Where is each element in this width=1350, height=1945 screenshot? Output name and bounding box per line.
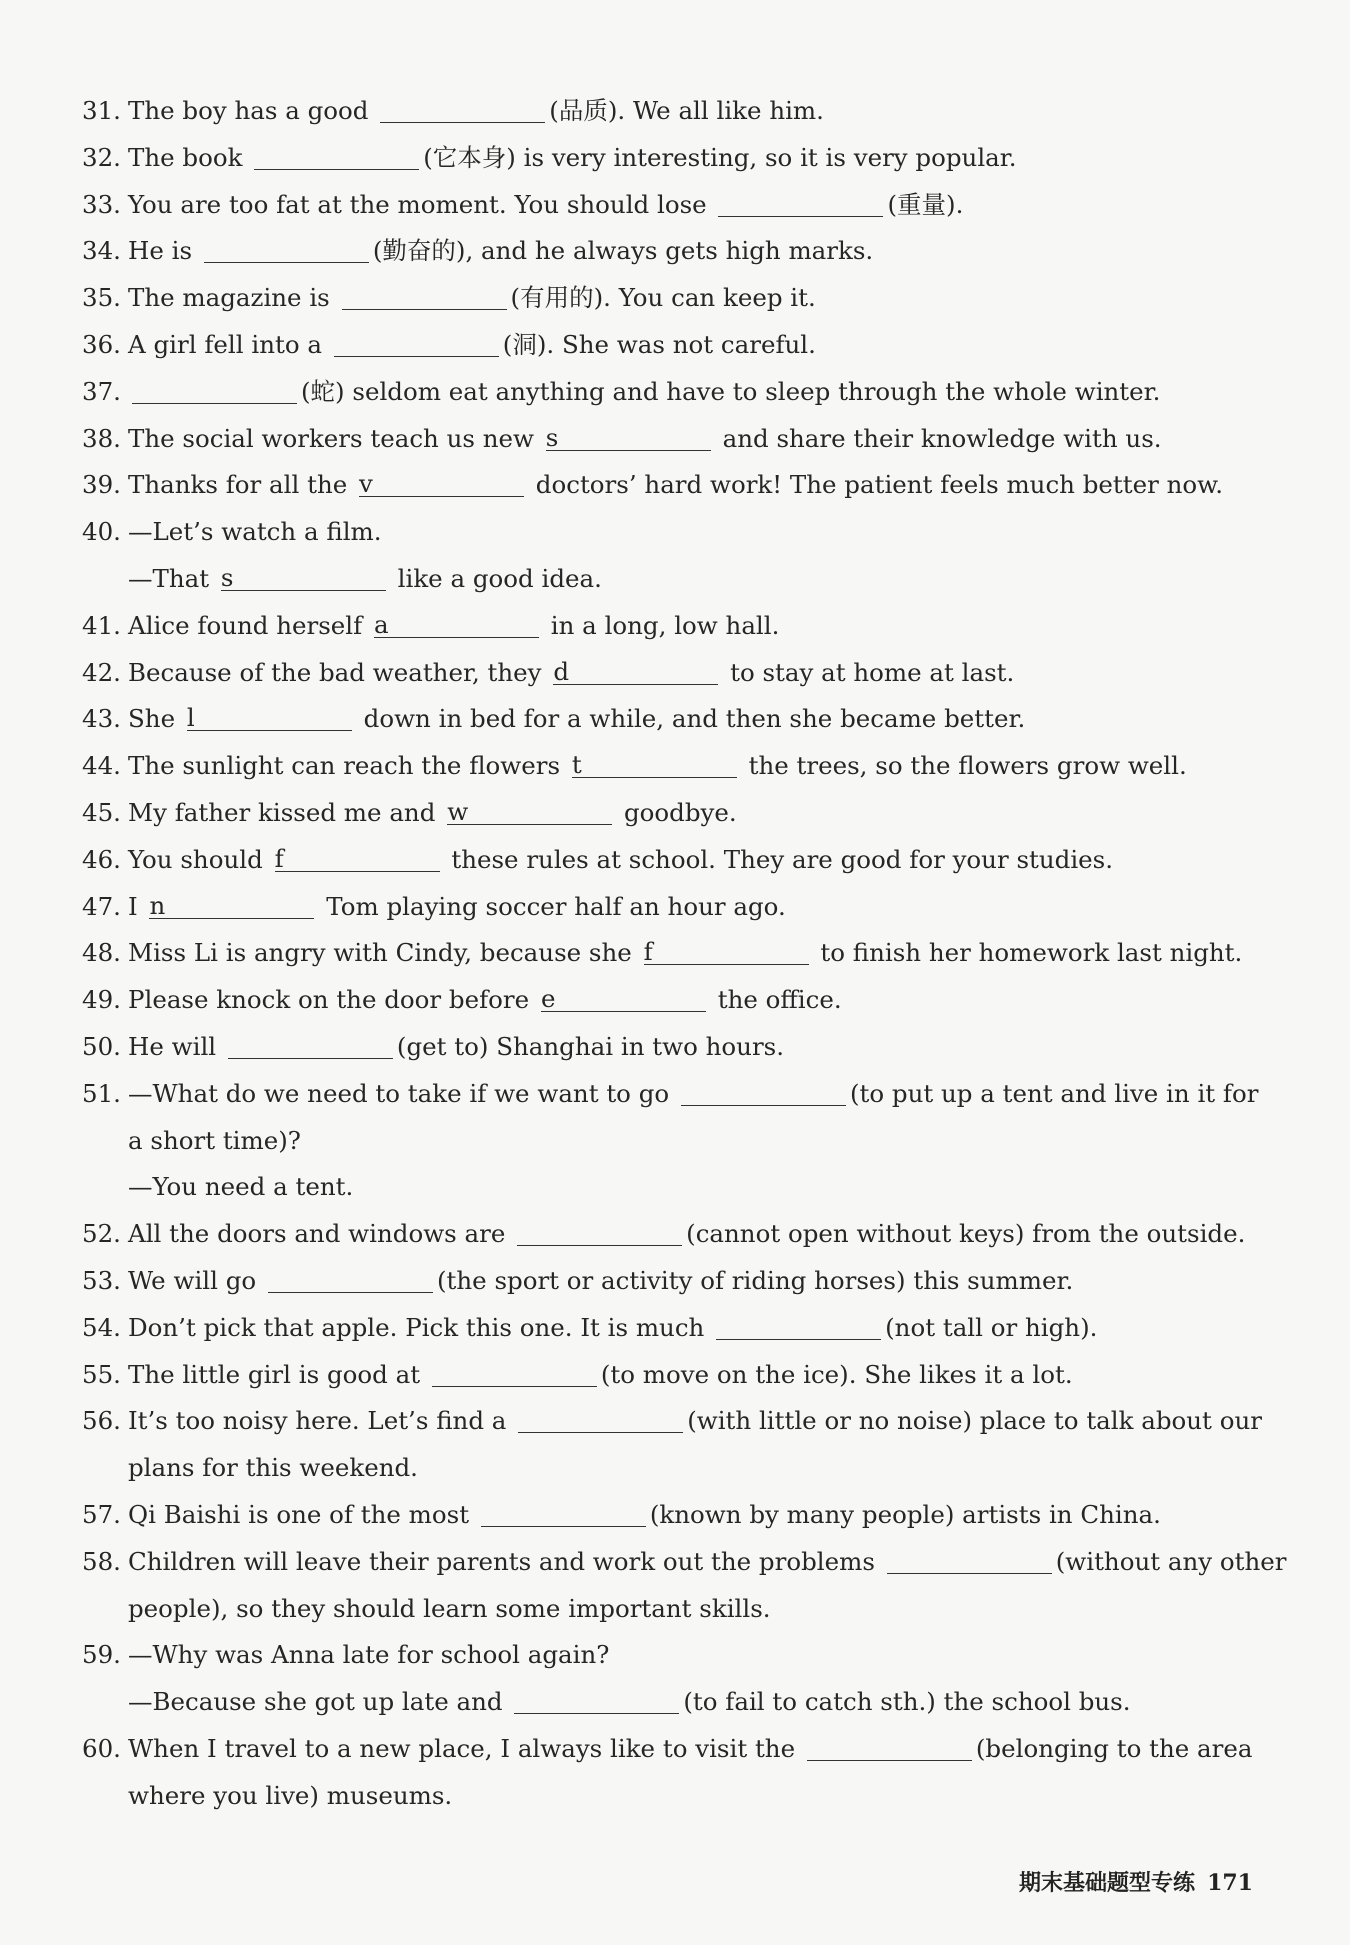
question-item [82,509,1267,603]
question-text: She [128,704,183,734]
question-text: people), so they should learn some important skills. [128,1593,771,1623]
answer-blank[interactable] [432,1362,597,1387]
answer-blank[interactable] [334,332,499,357]
question-text: The book [128,142,251,172]
question-item [82,1071,1267,1211]
question-text: the office. [709,985,842,1015]
answer-blank[interactable] [553,656,718,686]
page-footer [1019,1866,1253,1897]
question-number: 50. [82,1031,121,1061]
question-item [82,1492,1267,1539]
question-number: 39. [82,470,121,500]
answer-blank[interactable] [447,796,612,826]
question-item [82,416,1267,463]
question-text: to finish her homework last night. [812,938,1243,968]
question-continuation-line [82,1164,1267,1211]
question-text: (to fail to catch sth.) the school bus. [683,1687,1131,1717]
question-item [82,884,1267,931]
question-text: and share their knowledge with us. [714,423,1162,453]
question-text: (to put up a tent and live in it for [849,1078,1259,1108]
question-text: Don’t pick that apple. Pick this one. It is much [128,1312,713,1342]
question-line [82,837,1267,884]
question-list [82,88,1287,1819]
question-number: 54. [82,1312,121,1342]
question-text: doctors’ hard work! The patient feels much better now. [528,470,1223,500]
question-item [82,1726,1267,1820]
question-line [82,1258,1267,1305]
question-continuation-line [82,1679,1267,1726]
question-text: (known by many people) artists in China. [649,1499,1161,1529]
question-text: I [128,891,146,921]
question-line [82,182,1267,229]
first-letter-hint: s [545,422,559,452]
question-item [82,743,1267,790]
answer-blank[interactable] [807,1736,972,1761]
question-item [82,977,1267,1024]
question-number: 31. [82,96,121,125]
question-item [82,696,1267,743]
question-text: a short time)? [128,1125,301,1155]
question-text: —Why was Anna late for school again? [128,1640,610,1670]
first-letter-hint: f [643,937,653,967]
question-line [82,509,1267,556]
question-text: to stay at home at last. [722,657,1015,687]
footer-title: 期末基础题型专练 [1019,1871,1196,1896]
question-number: 37. [82,376,121,406]
answer-blank[interactable] [718,192,883,217]
question-line [82,88,1267,135]
question-item [82,1352,1267,1399]
question-item [82,603,1267,650]
question-continuation-line [82,1445,1267,1492]
question-text: in a long, low hall. [542,610,780,640]
question-text: —That [128,563,217,593]
question-text: Thanks for all the [128,470,356,500]
question-number: 34. [82,236,121,266]
question-line [82,650,1267,697]
question-line [82,1211,1267,1258]
question-item [82,1258,1267,1305]
question-line [82,462,1267,509]
answer-blank[interactable] [681,1081,846,1106]
answer-blank[interactable] [571,750,737,780]
question-text: (get to) Shanghai in two hours. [396,1031,785,1061]
question-item [82,322,1267,369]
answer-blank[interactable] [186,703,352,733]
answer-blank[interactable] [517,1221,682,1246]
question-item [82,88,1267,135]
question-item [82,650,1267,697]
question-line [82,696,1267,743]
answer-blank[interactable] [887,1549,1052,1574]
question-line [82,743,1267,790]
question-text: —You need a tent. [128,1172,354,1202]
first-letter-hint: s [220,562,234,592]
answer-blank[interactable] [342,285,507,310]
question-number: 40. [82,517,121,547]
first-letter-hint: e [540,984,556,1014]
question-text: The magazine is [128,283,338,313]
question-line [82,790,1267,837]
question-item [82,1024,1267,1071]
question-number: 45. [82,797,121,827]
question-line [82,1539,1287,1586]
question-text: Qi Baishi is one of the most [128,1499,477,1529]
question-text: (with little or no noise) place to talk about our [687,1406,1262,1436]
question-number: 55. [82,1359,121,1389]
answer-blank[interactable] [518,1408,683,1433]
page-number: 171 [1207,1870,1253,1896]
question-text: The sunlight can reach the flowers [128,751,568,781]
question-line [82,1352,1267,1399]
question-text: (not tall or high). [885,1312,1098,1342]
question-number: 51. [82,1078,121,1108]
question-text: Please knock on the door before [128,985,537,1015]
question-text: We will go [128,1265,264,1295]
first-letter-hint: v [359,469,373,499]
question-line [82,1071,1267,1118]
first-letter-hint: t [571,750,582,780]
question-item [82,369,1267,416]
question-item [82,1539,1287,1633]
answer-blank[interactable] [380,98,545,123]
question-text: Because of the bad weather, they [128,657,550,687]
question-item [82,275,1267,322]
question-item [82,1305,1267,1352]
question-continuation-line [82,1773,1267,1820]
answer-blank[interactable] [220,562,386,592]
first-letter-hint: a [373,609,389,639]
question-text: Children will leave their parents and work out the problems [128,1546,883,1576]
question-number: 56. [82,1406,121,1436]
question-text: (品质). We all like him. [549,96,824,125]
question-text: (蛇) seldom eat anything and have to sleep through the whole winter. [301,376,1161,406]
question-text: (the sport or activity of riding horses) this summer. [436,1265,1074,1295]
question-number: 48. [82,938,121,968]
question-text: like a good idea. [389,563,602,593]
answer-blank[interactable] [643,937,809,967]
question-line [82,322,1267,369]
question-text: The boy has a good [128,96,377,125]
question-item [82,1632,1267,1726]
answer-blank[interactable] [268,1268,433,1293]
question-text: plans for this weekend. [128,1453,418,1483]
question-item [82,837,1267,884]
first-letter-hint: l [186,703,195,733]
answer-blank[interactable] [481,1502,646,1527]
question-text: My father kissed me and [128,797,444,827]
answer-blank[interactable] [514,1689,679,1714]
question-item [82,790,1267,837]
question-number: 38. [82,423,121,453]
answer-blank[interactable] [373,609,539,639]
question-number: 52. [82,1219,121,1249]
question-number: 47. [82,891,121,921]
question-item [82,135,1267,182]
first-letter-hint: f [274,843,284,873]
question-line [82,1632,1267,1679]
question-continuation-line [82,556,1267,603]
question-number: 58. [82,1546,121,1576]
question-line [82,930,1267,977]
question-text: The social workers teach us new [128,423,542,453]
question-text: You are too fat at the moment. You should lose [128,189,715,219]
question-number: 32. [82,142,121,172]
question-line [82,1398,1267,1445]
question-text: (洞). She was not careful. [502,329,816,359]
question-text: (勤奋的), and he always gets high marks. [372,236,874,266]
question-text: down in bed for a while, and then she became better. [355,704,1026,734]
question-number: 49. [82,985,121,1015]
question-text: where you live) museums. [128,1780,453,1810]
question-text: (重量). [887,189,964,219]
question-item [82,1398,1267,1492]
question-number: 43. [82,704,121,734]
question-line [82,369,1267,416]
question-line [82,1305,1267,1352]
question-text: these rules at school. They are good for your studies. [443,844,1114,874]
answer-blank[interactable] [204,238,369,263]
question-number: 53. [82,1265,121,1295]
question-line [82,275,1267,322]
question-text: —What do we need to take if we want to go [128,1078,677,1108]
question-number: 59. [82,1640,121,1670]
first-letter-hint: d [553,656,569,686]
question-number: 35. [82,283,121,313]
question-item [82,228,1267,275]
question-line [82,416,1267,463]
question-text: The little girl is good at [128,1359,428,1389]
answer-blank[interactable] [132,379,297,404]
question-line [82,1726,1267,1773]
question-number: 41. [82,610,121,640]
question-line [82,135,1267,182]
question-text: You should [128,844,271,874]
answer-blank[interactable] [228,1034,393,1059]
answer-blank[interactable] [254,145,419,170]
question-number: 60. [82,1733,121,1763]
answer-blank[interactable] [716,1315,881,1340]
question-text: —Let’s watch a film. [128,517,382,547]
question-text: (cannot open without keys) from the outside. [686,1219,1246,1249]
question-text: (to move on the ice). She likes it a lot. [600,1359,1073,1389]
question-text: the trees, so the flowers grow well. [740,751,1187,781]
question-line [82,228,1267,275]
question-number: 42. [82,657,121,687]
question-line [82,977,1267,1024]
first-letter-hint: n [149,890,166,920]
question-text: He will [128,1031,224,1061]
question-text: goodbye. [616,797,737,827]
question-text: (有用的). You can keep it. [510,283,816,313]
answer-blank[interactable] [359,469,524,499]
question-item [82,182,1267,229]
question-line [82,1492,1267,1539]
question-number: 46. [82,844,121,874]
question-item [82,1211,1267,1258]
question-text: It’s too noisy here. Let’s find a [128,1406,515,1436]
answer-blank[interactable] [540,984,706,1014]
question-text: When I travel to a new place, I always like to visit the [128,1733,803,1763]
question-text: Alice found herself [128,610,370,640]
question-text: Tom playing soccer half an hour ago. [318,891,786,921]
question-text: —Because she got up late and [128,1687,511,1717]
question-line [82,603,1267,650]
question-line [82,884,1267,931]
question-number: 57. [82,1499,121,1529]
question-text: He is [128,236,200,266]
question-item [82,930,1267,977]
answer-blank[interactable] [274,843,440,873]
question-line [82,1024,1267,1071]
question-number: 44. [82,751,121,781]
first-letter-hint: w [447,796,469,826]
question-number: 33. [82,189,121,219]
question-number: 36. [82,329,121,359]
question-continuation-line [82,1118,1267,1165]
question-text: (belonging to the area [975,1733,1253,1763]
question-item [82,462,1267,509]
answer-blank[interactable] [545,422,711,452]
answer-blank[interactable] [149,890,314,920]
question-text: Miss Li is angry with Cindy, because she [128,938,640,968]
question-text: A girl fell into a [128,329,330,359]
question-text: (它本身) is very interesting, so it is very popular. [423,142,1017,172]
question-continuation-line [82,1586,1267,1633]
question-text: (without any other [1055,1546,1287,1576]
question-text: All the doors and windows are [128,1219,514,1249]
